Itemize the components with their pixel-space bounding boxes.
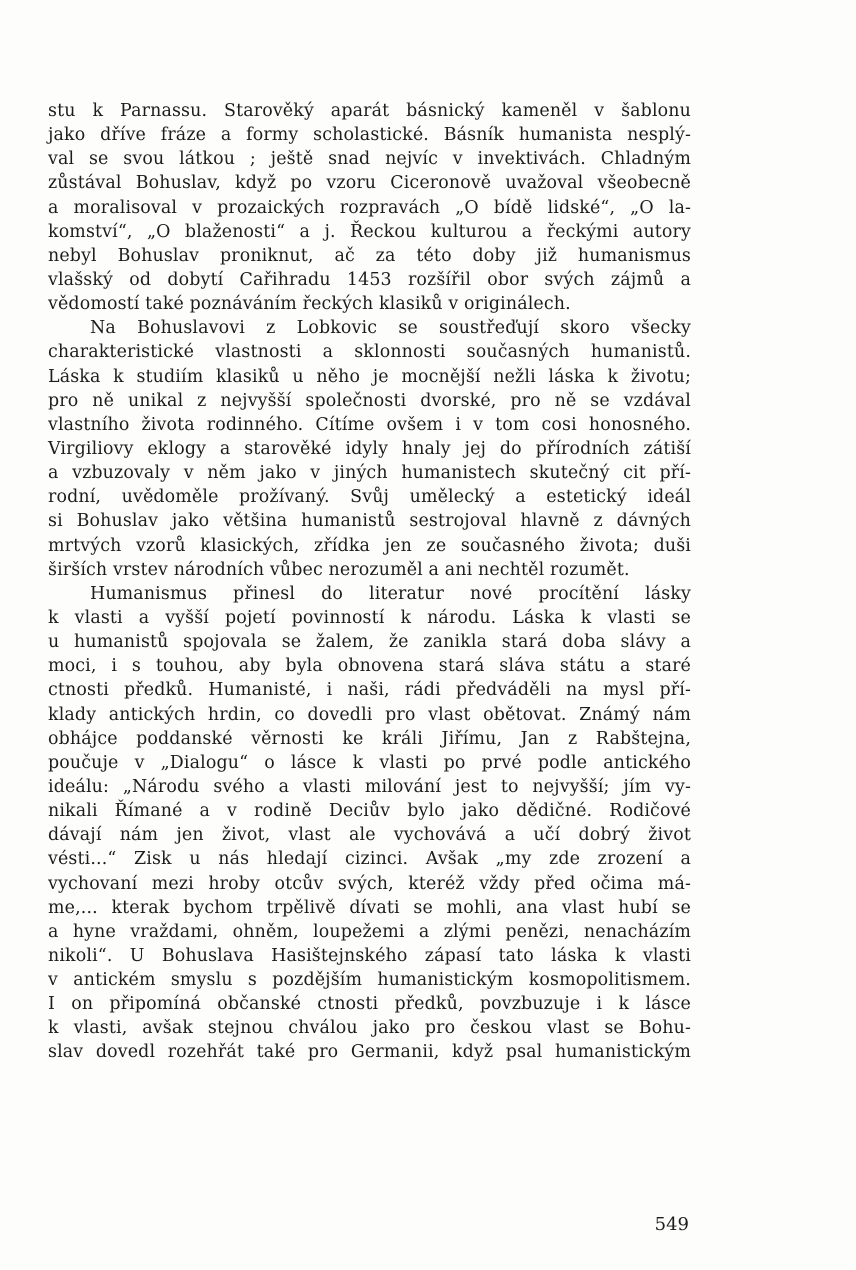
paragraph-end-line: širších vrstev národních vůbec nerozuměl a ani nechtěl rozumět.: [48, 559, 630, 580]
text-line: zůstával Bohuslav, když po vzoru Ciceronově uvažoval všeobecně: [48, 173, 691, 194]
text-line: val se svou látkou ; ještě snad nejvíc v invektivách. Chladným: [48, 149, 691, 170]
body-text: [48, 99, 691, 1065]
page-number: 549: [654, 1214, 689, 1235]
text-line: rodní, uvědoměle prožívaný. Svůj umělecký a estetický ideál: [48, 487, 691, 508]
text-line: Virgiliovy eklogy a starověké idyly hnaly jej do přírodních zátiší: [48, 438, 691, 459]
text-line: komství“, „O blaženosti“ a j. Řeckou kulturou a řeckými autory: [48, 221, 691, 242]
text-line: pro ně unikal z nejvyšší společnosti dvorské, pro ně se vzdával: [48, 390, 691, 411]
text-line: k vlasti a vyšší pojetí povinností k národu. Láska k vlasti se: [48, 607, 691, 628]
text-line: nebyl Bohuslav proniknut, ač za této doby již humanismus: [48, 245, 691, 266]
text-line: slav dovedl rozehřát také pro Germanii, když psal humanistickým: [48, 1042, 691, 1063]
text-line: nikali Římané a v rodině Deciův bylo jako dědičné. Rodičové: [48, 801, 691, 822]
text-line: ideálu: „Národu svého a vlasti milování jest to nejvyšší; jím vy-: [48, 776, 691, 797]
text-line: obhájce poddanské věrnosti ke králi Jiřímu, Jan z Rabštejna,: [48, 728, 691, 749]
text-line: a vzbuzovaly v něm jako v jiných humanistech skutečný cit pří-: [48, 463, 691, 484]
text-line: Láska k studiím klasiků u něho je mocnější nežli láska k životu;: [48, 366, 691, 387]
text-line: a moralisoval v prozaických rozpravách „O bídě lidské“, „O la-: [48, 197, 691, 218]
text-line: u humanistů spojovala se žalem, že zanikla stará doba slávy a: [48, 632, 691, 653]
text-line: ctnosti předků. Humanisté, i naši, rádi předváděli na mysl pří-: [48, 680, 691, 701]
text-line: jako dříve fráze a formy scholastické. Básník humanista nesplý-: [48, 125, 691, 146]
text-line: I on připomíná občanské ctnosti předků, povzbuzuje i k lásce: [48, 994, 691, 1015]
text-line: si Bohuslav jako většina humanistů sestrojoval hlavně z dávných: [48, 511, 691, 532]
text-line: k vlasti, avšak stejnou chválou jako pro českou vlast se Bohu-: [48, 1018, 691, 1039]
text-line: dávají nám jen život, vlast ale vychovává a učí dobrý život: [48, 825, 691, 846]
text-line: me,... kterak bychom trpělivě dívati se mohli, ana vlast hubí se: [48, 897, 691, 918]
text-line: mrtvých vzorů klasických, zřídka jen ze současného života; duši: [48, 535, 691, 556]
text-line: vlastního života rodinného. Cítíme ovšem i v tom cosi honosného.: [48, 414, 691, 435]
text-line: charakteristické vlastnosti a sklonnosti současných humanistů.: [48, 342, 691, 363]
text-line: vésti...“ Zisk u nás hledají cizinci. Avšak „my zde zrození a: [48, 849, 691, 870]
text-line: nikoli“. U Bohuslava Hasištejnského zápasí tato láska k vlasti: [48, 945, 691, 966]
text-line: moci, i s touhou, aby byla obnovena stará sláva státu a staré: [48, 656, 691, 677]
paragraph-start-line: Humanismus přinesl do literatur nové procítění lásky: [90, 583, 691, 604]
text-line: vychovaní mezi hroby otcův svých, kteréž vždy před očima má-: [48, 873, 691, 894]
text-line: poučuje v „Dialogu“ o lásce k vlasti po prvé podle antického: [48, 752, 691, 773]
text-line: vlašský od dobytí Cařihradu 1453 rozšířil obor svých zájmů a: [48, 269, 691, 290]
text-line: klady antických hrdin, co dovedli pro vlast obětovat. Známý nám: [48, 704, 691, 725]
paragraph-end-line: vědomostí také poznáváním řeckých klasiků v originálech.: [48, 294, 571, 315]
paragraph-start-line: Na Bohuslavovi z Lobkovic se soustřeďují skoro všecky: [90, 318, 691, 339]
text-line: stu k Parnassu. Starověký aparát básnický kameněl v šablonu: [48, 101, 691, 121]
text-line: v antickém smyslu s pozdějším humanistickým kosmopolitismem.: [48, 970, 691, 991]
text-line: a hyne vraždami, ohněm, loupežemi a zlými penězi, nenacházím: [48, 921, 691, 942]
